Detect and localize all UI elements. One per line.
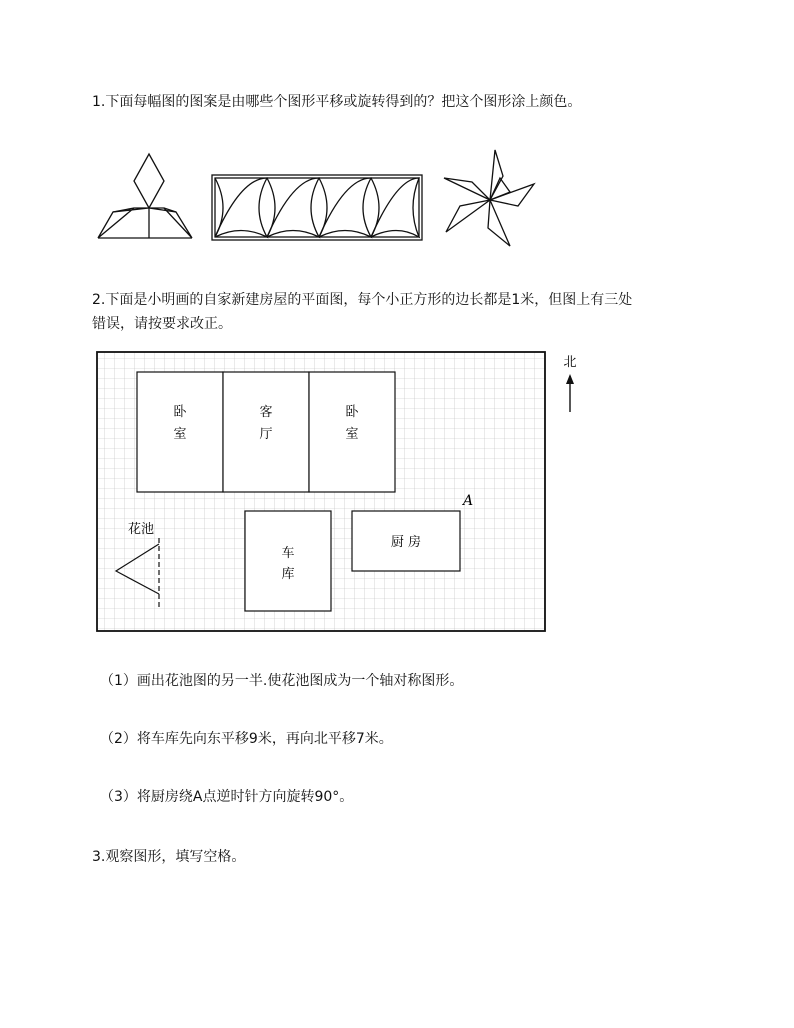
bedroom-right-label-1: 卧 (345, 405, 359, 420)
living-room-label-1: 客 (259, 405, 273, 420)
point-a-label: A (463, 493, 474, 509)
bedroom-left-label-1: 卧 (173, 405, 187, 420)
question-2-line1: 2.下面是小明画的自家新建房屋的平面图，每个小正方形的边长都是1米，但图上有三处 (92, 292, 633, 308)
sub-question-1: （1）画出花池图的另一半.使花池图成为一个轴对称图形。 (100, 673, 464, 689)
pinwheel-figure (440, 148, 548, 252)
leaf-strip-figure (211, 174, 423, 241)
question-1-text: 1.下面每幅图的图案是由哪些个图形平移或旋转得到的？把这个图形涂上颜色。 (92, 94, 582, 110)
north-arrowhead-icon (566, 374, 574, 384)
question-3-text: 3.观察图形，填写空格。 (92, 849, 246, 865)
north-label: 北 (563, 355, 577, 370)
rhombus-left (98, 208, 149, 238)
garage-label-2: 库 (281, 567, 295, 582)
kitchen-label: 厨 房 (390, 535, 422, 550)
rhombus-trefoil-figure (94, 150, 196, 242)
garage-room (245, 511, 331, 611)
bedroom-left-label-2: 室 (173, 427, 187, 442)
rhombus-right (149, 208, 192, 238)
sub-question-2: （2）将车库先向东平移9米，再向北平移7米。 (100, 731, 393, 747)
flower-bed-label: 花池 (128, 522, 155, 537)
living-room-label-2: 厅 (259, 427, 273, 442)
floor-plan (94, 348, 594, 634)
sub-question-3: （3）将厨房绕A点逆时针方向旋转90°。 (100, 789, 354, 805)
question-2-line2: 错误，请按要求改正。 (92, 316, 232, 332)
bedroom-right-label-2: 室 (345, 427, 359, 442)
garage-label-1: 车 (281, 546, 295, 561)
rhombus-top (134, 154, 164, 208)
